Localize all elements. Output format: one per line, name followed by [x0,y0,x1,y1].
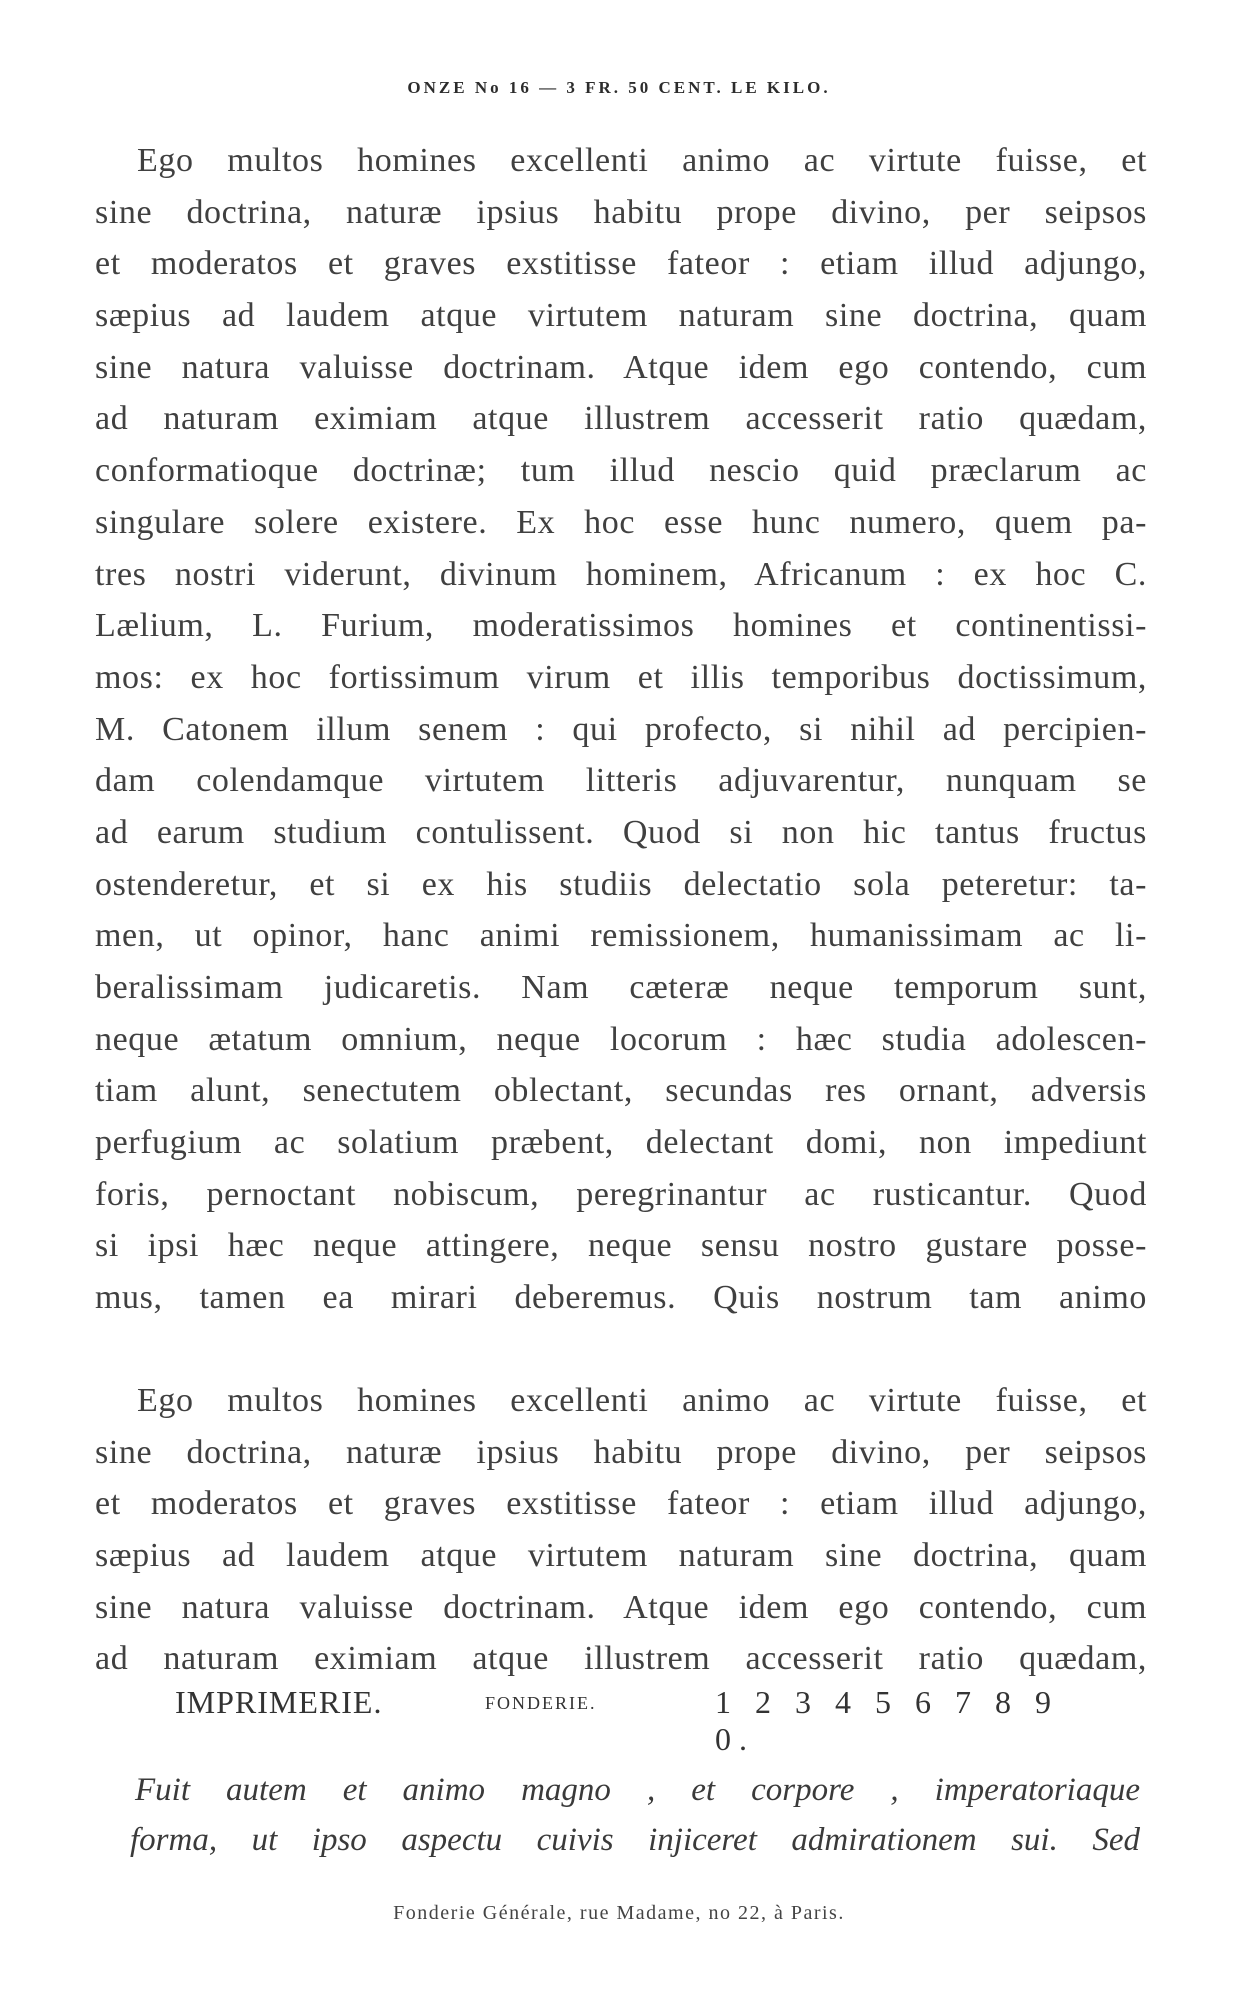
text-line: foris, pernoctant nobiscum, peregrinantur ac rusticantur. Quod [95,1175,1147,1213]
text-line: men, ut opinor, hanc animi remissionem, humanissimam ac li- [95,917,1147,955]
digits-specimen: 1 2 3 4 5 6 7 8 9 0. [715,1684,1059,1757]
text-line: perfugium ac solatium præbent, delectant domi, non impediunt [95,1124,1147,1162]
text-line: ad naturam eximiam atque illustrem accesserit ratio quædam, [95,400,1147,438]
fonderie-label: FONDERIE. [485,1693,597,1713]
italic-specimen [130,1765,1140,1865]
text-line: sine doctrina, naturæ ipsius habitu prope divino, per seipsos [95,1433,1147,1471]
text-line: sæpius ad laudem atque virtutem naturam sine doctrina, quam [95,1537,1147,1575]
page-header: ONZE No 16 — 3 FR. 50 CENT. LE KILO. [407,78,831,97]
imprimerie-label: IMPRIMERIE. [175,1684,383,1720]
text-line: et moderatos et graves exstitisse fateor : etiam illud adjungo, [95,245,1147,283]
text-line: dam colendamque virtutem litteris adjuvarentur, nunquam se [95,762,1147,800]
text-line: ostenderetur, et si ex his studiis delectatio sola peteretur: ta- [95,865,1147,903]
text-line: conformatioque doctrinæ; tum illud nescio quid præclarum ac [95,452,1147,490]
text-line: ad naturam eximiam atque illustrem accesserit ratio quædam, [95,1640,1147,1678]
text-line: sine natura valuisse doctrinam. Atque idem ego contendo, cum [95,1588,1147,1626]
text-line: et moderatos et graves exstitisse fateor : etiam illud adjungo, [95,1485,1147,1523]
text-line: Ego multos homines excellenti animo ac virtute fuisse, et [137,142,1147,179]
paragraph-roman-1 [95,135,1147,1324]
italic-line: Fuit autem et animo magno , et corpore , imperatoriaque [135,1772,1140,1808]
paragraph-roman-2 [95,1375,1147,1685]
text-line: ad earum studium contulissent. Quod si non hic tantus fructus [95,813,1147,851]
text-line: Ego multos homines excellenti animo ac virtute fuisse, et [137,1382,1147,1419]
text-line: tiam alunt, senectutem oblectant, secundas res ornant, adversis [95,1072,1147,1110]
page-footer: Fonderie Générale, rue Madame, no 22, à Paris. [393,1902,845,1924]
text-line: M. Catonem illum senem : qui profecto, si nihil ad percipien- [95,710,1147,748]
text-line: mus, tamen ea mirari deberemus. Quis nostrum tam animo [95,1279,1147,1317]
specimen-row [175,1680,1075,1757]
text-line: mos: ex hoc fortissimum virum et illis temporibus doctissimum, [95,658,1147,696]
text-line: si ipsi hæc neque attingere, neque sensu nostro gustare posse- [95,1227,1147,1265]
italic-line: forma, ut ipso aspectu cuivis injiceret admirationem sui. Sed [130,1822,1140,1858]
text-line: singulare solere existere. Ex hoc esse hunc numero, quem pa- [95,503,1147,541]
text-line: sine doctrina, naturæ ipsius habitu prope divino, per seipsos [95,193,1147,231]
text-line: beralissimam judicaretis. Nam cæteræ neque temporum sunt, [95,969,1147,1006]
text-line: sine natura valuisse doctrinam. Atque idem ego contendo, cum [95,348,1147,386]
text-line: sæpius ad laudem atque virtutem naturam sine doctrina, quam [95,297,1147,335]
text-line: tres nostri viderunt, divinum hominem, Africanum : ex hoc C. [95,555,1147,593]
text-line: Lælium, L. Furium, moderatissimos homines et continentissi- [95,607,1147,645]
text-line: neque ætatum omnium, neque locorum : hæc studia adolescen- [95,1020,1147,1058]
